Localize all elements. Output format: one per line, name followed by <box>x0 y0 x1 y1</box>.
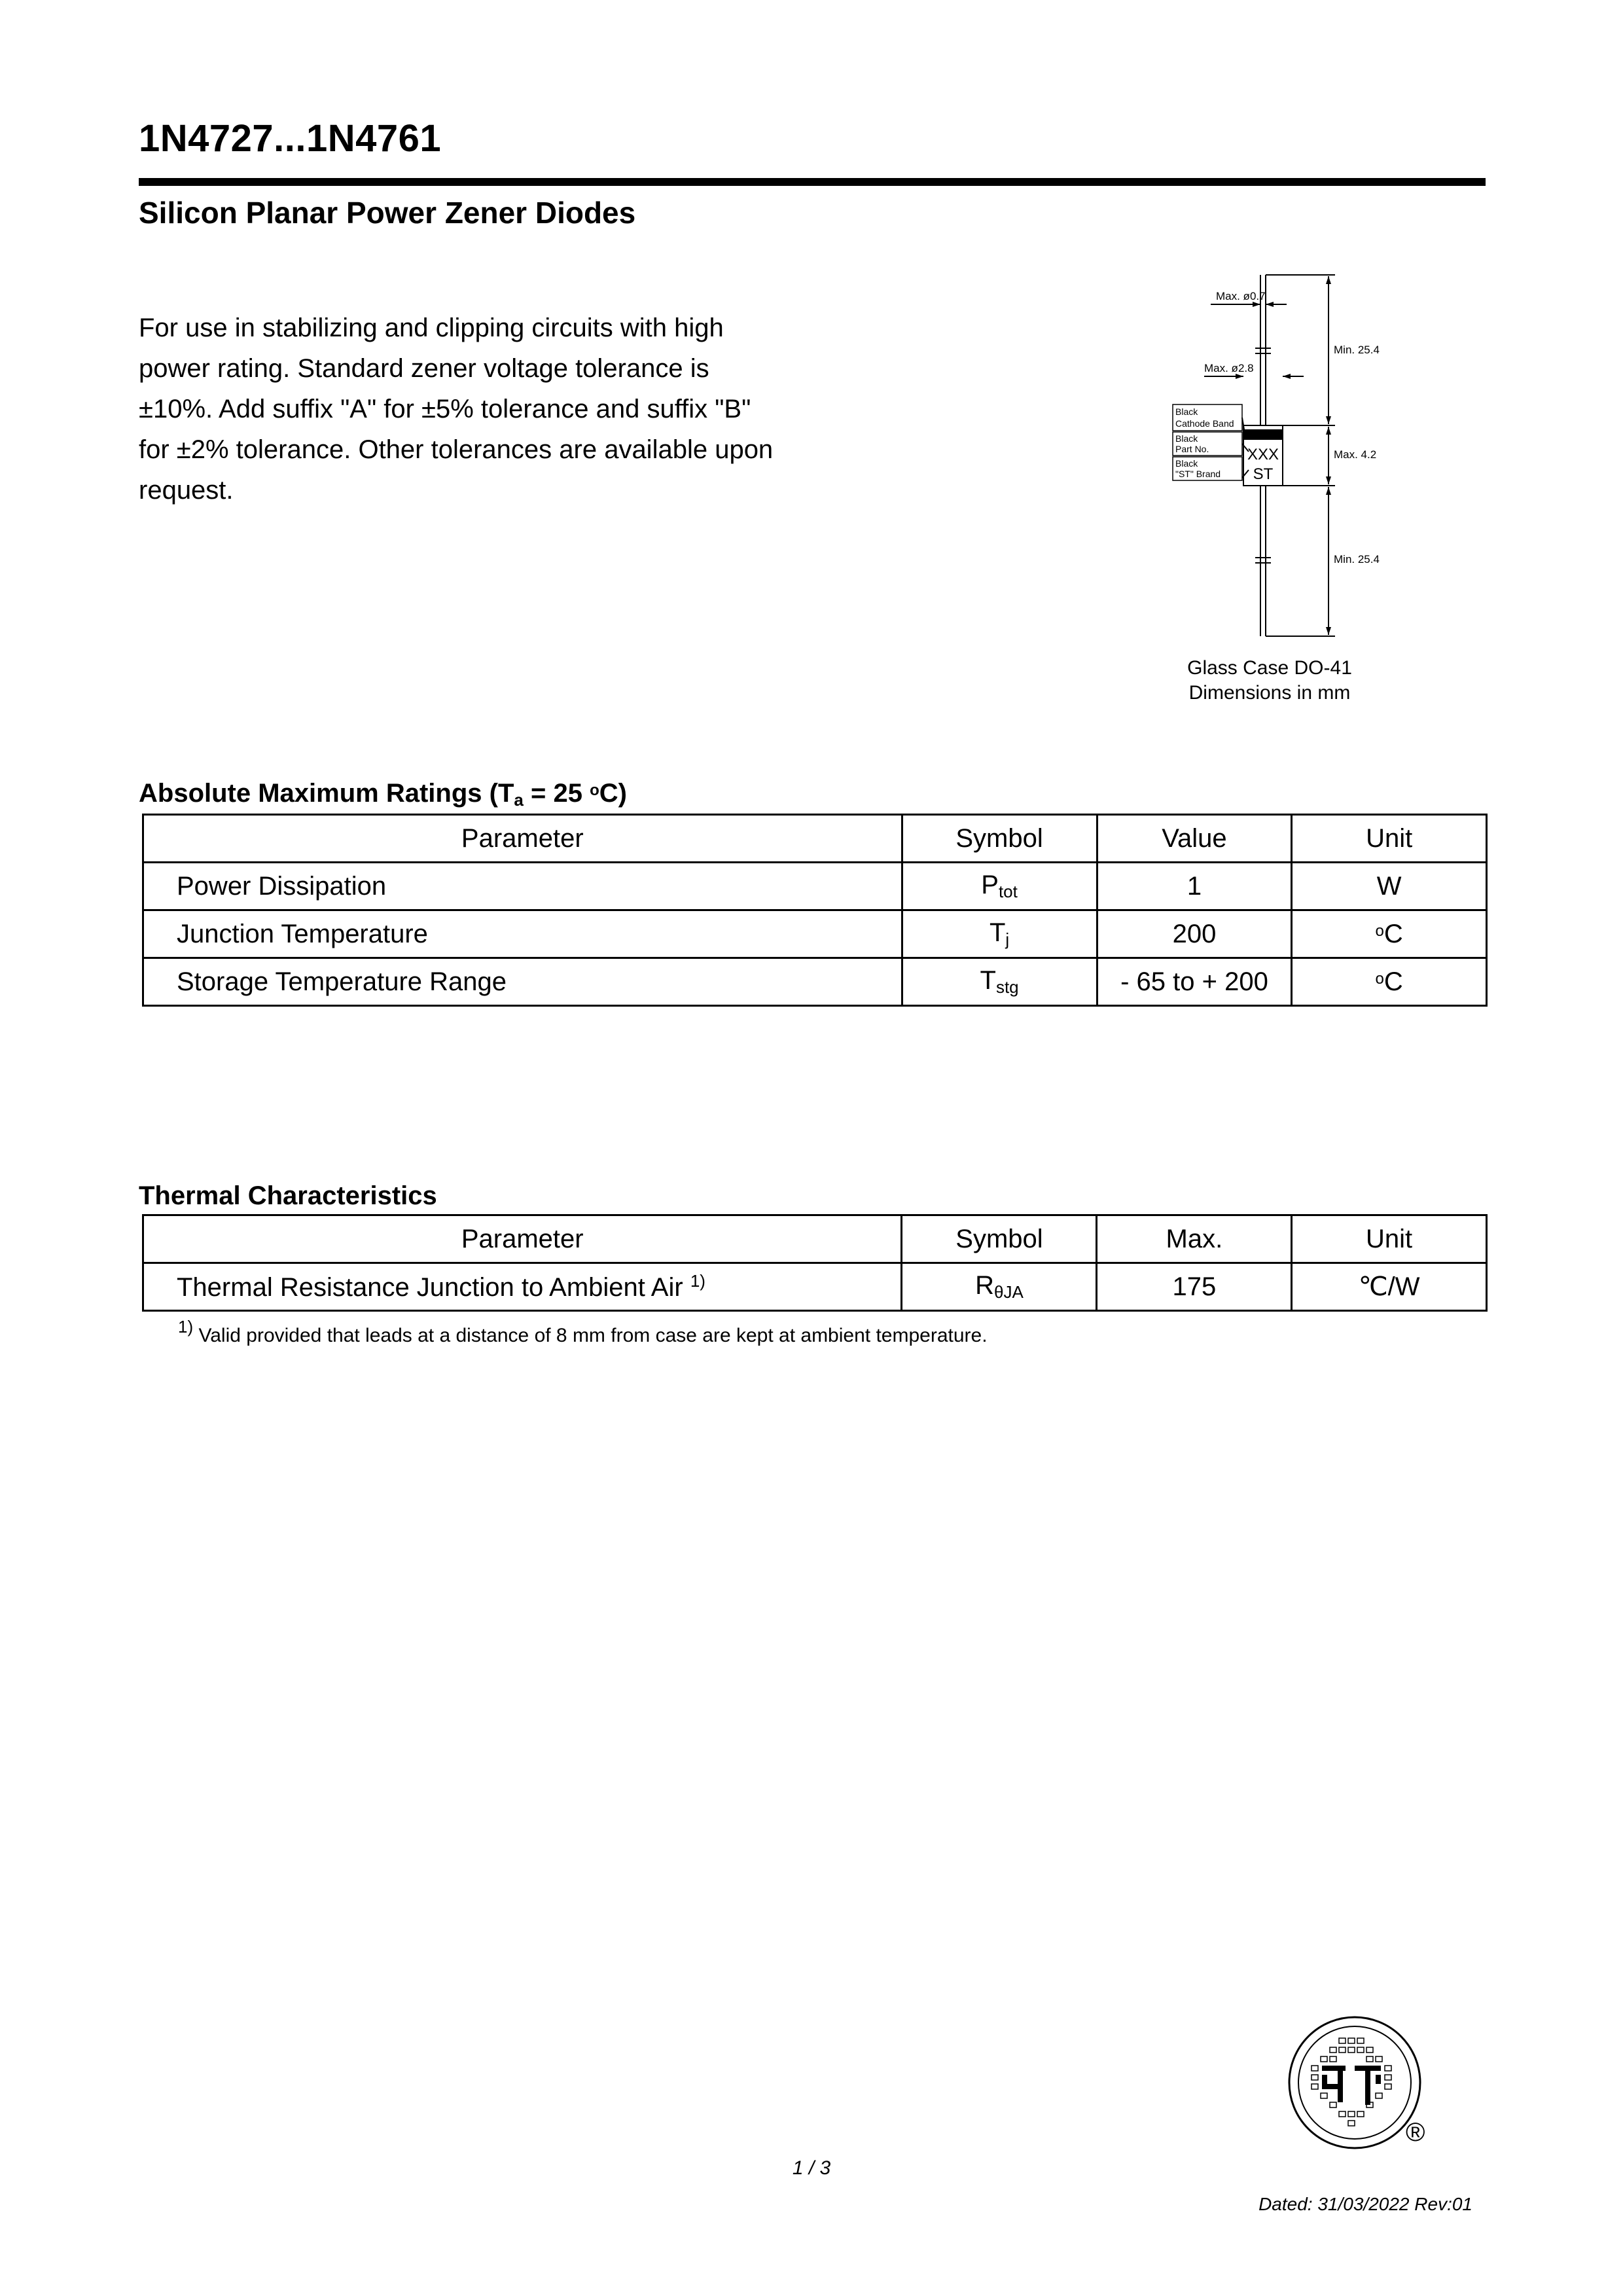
cell-value: 200 <box>1097 910 1292 958</box>
label-part-color: Black <box>1175 433 1198 444</box>
table-row <box>143 958 1487 1006</box>
header-unit: Unit <box>1292 815 1487 863</box>
cell-symbol: $R_{\theta JA}$ <box>902 1263 1097 1311</box>
body-marking-brand: ST <box>1253 465 1274 483</box>
cell-parameter: Junction Temperature <box>143 910 902 958</box>
dim-lead-top-length: Min. 25.4 <box>1334 344 1380 356</box>
cell-symbol: $T_j$ <box>902 910 1097 958</box>
thermal-characteristics-table <box>142 1214 1488 1312</box>
cell-value: - 65 to + 200 <box>1097 958 1292 1006</box>
header-unit: Unit <box>1292 1215 1487 1263</box>
page-number: 1 / 3 <box>792 2157 831 2179</box>
absolute-max-ratings-table <box>142 814 1488 1007</box>
label-cathode-band: Cathode Band <box>1175 418 1234 429</box>
cell-unit: $^o$C <box>1292 910 1487 958</box>
intro-line: For use in stabilizing and clipping circuits with high <box>139 314 724 342</box>
header-parameter: Parameter <box>143 1215 902 1263</box>
intro-line: ±10%. Add suffix "A" for ±5% tolerance and suffix "B" <box>139 395 751 423</box>
intro-line: request. <box>139 476 234 505</box>
cell-unit: ℃/W <box>1292 1263 1487 1311</box>
document-title: 1N4727...1N4761 <box>139 117 442 160</box>
thermal-section-title: Thermal Characteristics <box>139 1181 437 1210</box>
amr-section-title: Absolute Maximum Ratings ($T_a = 25$ $^o$C) <box>139 779 627 810</box>
title-divider <box>139 178 1486 186</box>
dim-body-diameter: Max. ø2.8 <box>1204 362 1254 374</box>
header-value: Value <box>1097 815 1292 863</box>
document-subtitle: Silicon Planar Power Zener Diodes <box>139 196 636 230</box>
cell-symbol: $P_{tot}$ <box>902 863 1097 910</box>
dim-lead-diameter: Max. ø0.7 <box>1216 290 1266 302</box>
cell-parameter: Thermal Resistance Junction to Ambient Air $^{1)}$ <box>143 1263 902 1311</box>
revision-date: Dated: 31/03/2022 Rev:01 <box>1258 2194 1472 2214</box>
cell-max: 175 <box>1097 1263 1292 1311</box>
header-parameter: Parameter <box>143 815 902 863</box>
header-max: Max. <box>1097 1215 1292 1263</box>
package-outline-drawing <box>1139 262 1400 641</box>
header-symbol: Symbol <box>902 1215 1097 1263</box>
intro-paragraph <box>139 308 859 511</box>
dim-lead-bottom-length: Min. 25.4 <box>1334 553 1380 565</box>
package-caption <box>1139 656 1400 706</box>
cell-unit: W <box>1292 863 1487 910</box>
cell-symbol: $T_{stg}$ <box>902 958 1097 1006</box>
table-row <box>143 863 1487 910</box>
footnote: $^{1)}$ Valid provided that leads at a distance of 8 mm from case are kept at ambient temperature. <box>178 1317 988 1346</box>
label-cathode-color: Black <box>1175 406 1198 417</box>
header-symbol: Symbol <box>902 815 1097 863</box>
table-header-row <box>143 1215 1487 1263</box>
intro-line: for ±2% tolerance. Other tolerances are available upon <box>139 435 774 464</box>
registered-mark: ® <box>1406 2118 1425 2147</box>
case-type: Glass Case DO-41 <box>1187 657 1352 679</box>
dimension-units: Dimensions in mm <box>1188 682 1351 704</box>
cell-unit: $^o$C <box>1292 958 1487 1006</box>
cell-value: 1 <box>1097 863 1292 910</box>
label-st-brand: "ST" Brand <box>1175 469 1221 479</box>
table-row <box>143 910 1487 958</box>
table-row <box>143 1263 1487 1311</box>
dim-body-length: Max. 4.2 <box>1334 448 1377 461</box>
intro-line: power rating. Standard zener voltage tolerance is <box>139 354 709 383</box>
table-header-row <box>143 815 1487 863</box>
label-part-no: Part No. <box>1175 444 1209 454</box>
cell-parameter: Storage Temperature Range <box>143 958 902 1006</box>
body-marking-part: XXX <box>1247 446 1279 463</box>
cell-parameter: Power Dissipation <box>143 863 902 910</box>
label-brand-color: Black <box>1175 458 1198 469</box>
